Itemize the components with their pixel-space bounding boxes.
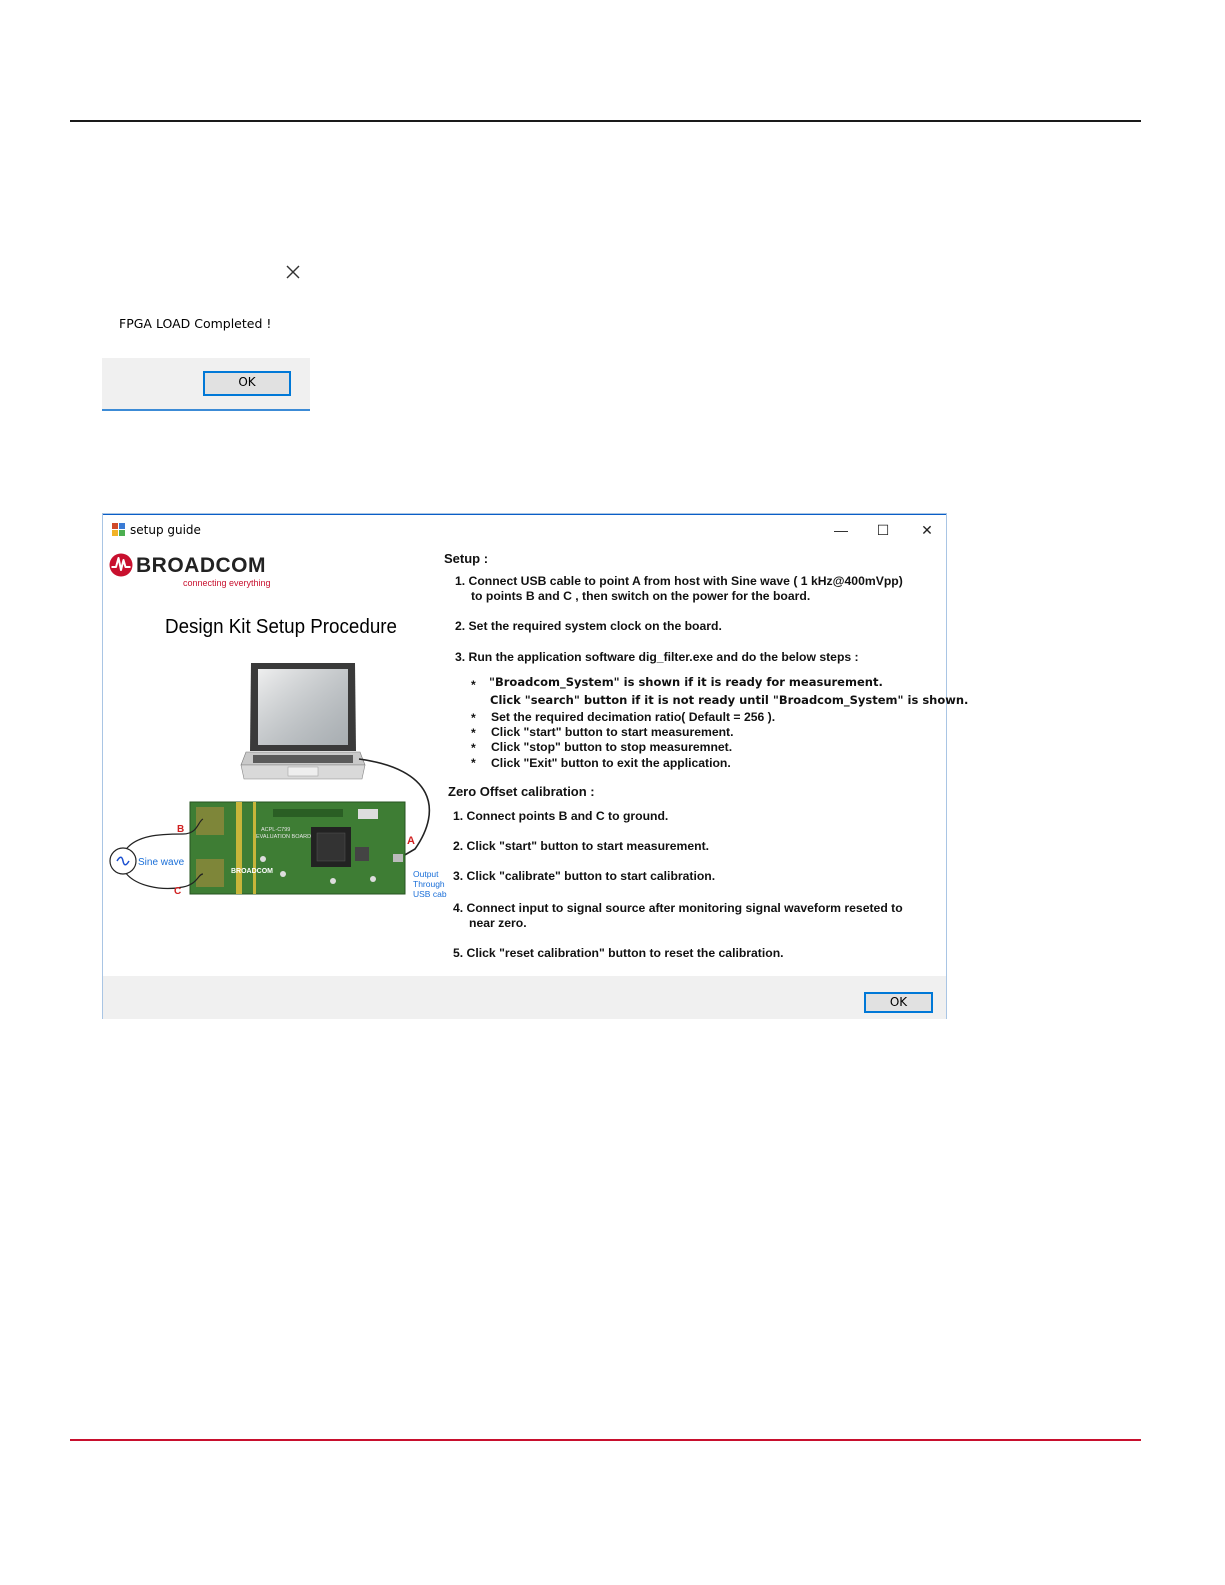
message-box-footer — [102, 358, 310, 411]
bullet-item: Click "search" button if it is not ready until "Broadcom_System" is shown. — [490, 693, 969, 707]
board-brand-text: BROADCOM — [231, 868, 273, 875]
ok-button[interactable]: OK — [203, 371, 291, 396]
bullet-item: Click "Exit" button to exit the application. — [491, 756, 731, 770]
close-icon[interactable]: ✕ — [921, 522, 933, 538]
header-rule — [70, 120, 1141, 122]
bullet-mark: * — [471, 726, 476, 740]
setup-step: 3. Run the application software dig_filter.exe and do the below steps : — [455, 650, 859, 664]
window-title: setup guide — [130, 523, 201, 537]
message-text: FPGA LOAD Completed ! — [119, 316, 272, 331]
output-label-line3: USB cab — [413, 889, 447, 899]
setup-heading: Setup : — [444, 551, 489, 566]
setup-guide-window — [102, 513, 969, 1019]
zero-step: 4. Connect input to signal source after monitoring signal waveform reseted to — [453, 901, 903, 915]
bullet-mark: * — [471, 741, 476, 755]
procedure-title: Design Kit Setup Procedure — [165, 616, 398, 638]
broadcom-mark-icon — [109, 553, 133, 577]
brand-tagline: connecting everything — [183, 578, 271, 588]
board-eval-text: EVALUATION BOARD — [256, 834, 312, 840]
maximize-icon[interactable]: ☐ — [876, 522, 890, 538]
zero-step: 1. Connect points B and C to ground. — [453, 809, 669, 823]
bullet-item: Click "stop" button to stop measuremnet. — [491, 740, 733, 754]
footer-rule — [70, 1439, 1141, 1441]
zero-step: near zero. — [469, 916, 527, 930]
setup-guide-footer — [103, 976, 946, 1019]
point-b-label: B — [177, 824, 185, 835]
bullet-item: "Broadcom_System" is shown if it is ready for measurement. — [489, 675, 883, 689]
bullet-item: Click "start" button to start measurement. — [491, 725, 734, 739]
title-bar[interactable] — [103, 514, 946, 545]
minimize-icon[interactable]: — — [834, 522, 848, 538]
zero-step: 5. Click "reset calibration" button to reset the calibration. — [453, 946, 784, 960]
setup-step: 2. Set the required system clock on the board. — [455, 619, 722, 633]
bullet-item: Set the required decimation ratio( Default = 256 ). — [491, 710, 776, 724]
setup-step: 1. Connect USB cable to point A from host with Sine wave ( 1 kHz@400mVpp) — [455, 574, 903, 588]
fpga-message-box — [102, 258, 310, 411]
output-label-line1: Output — [413, 869, 439, 879]
bullet-mark: * — [471, 756, 476, 770]
ok-button[interactable]: OK — [864, 992, 933, 1013]
app-icon — [112, 523, 126, 536]
board-model-text: ACPL-C799 — [261, 827, 291, 833]
setup-illustration — [103, 659, 448, 909]
brand-name: BROADCOM — [136, 554, 266, 577]
setup-guide-content — [103, 544, 969, 976]
zero-step: 3. Click "calibrate" button to start calibration. — [453, 869, 716, 883]
setup-step: to points B and C , then switch on the power for the board. — [471, 589, 811, 603]
zero-offset-heading: Zero Offset calibration : — [448, 784, 595, 799]
zero-step: 2. Click "start" button to start measurement. — [453, 839, 710, 853]
output-label-line2: Through — [413, 879, 445, 889]
evaluation-board-image — [190, 802, 405, 894]
sine-wave-label: Sine wave — [138, 857, 185, 868]
point-a-label: A — [407, 835, 415, 847]
point-c-label: C — [174, 886, 182, 897]
bullet-mark: * — [471, 711, 476, 725]
bullet-mark: * — [471, 678, 476, 692]
close-icon[interactable] — [286, 265, 300, 279]
laptop-image — [241, 663, 365, 779]
